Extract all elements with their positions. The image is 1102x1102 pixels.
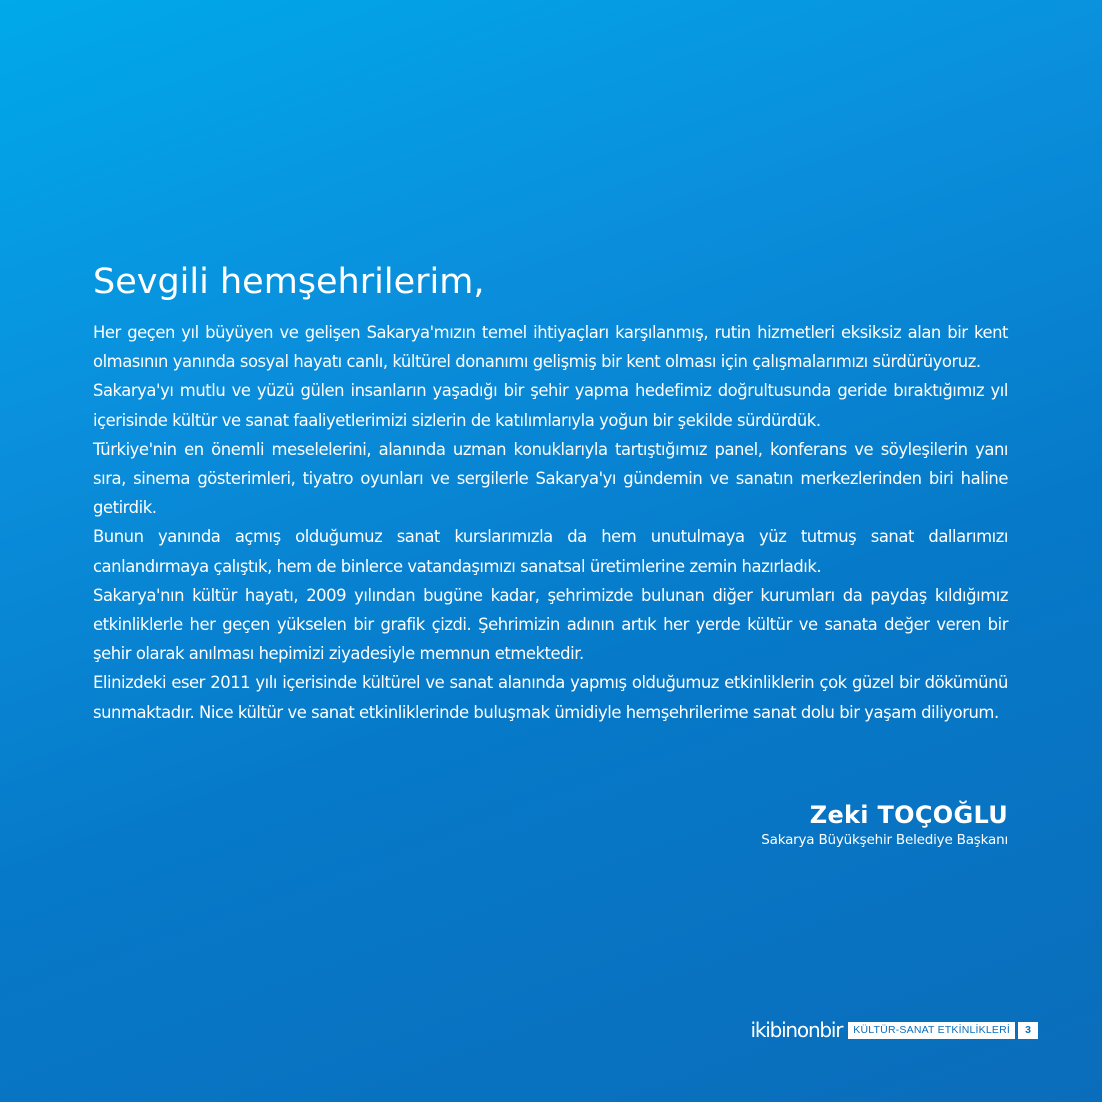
greeting-heading: Sevgili hemşehrilerim, xyxy=(93,262,485,302)
page-footer xyxy=(750,1017,1038,1043)
section-label: KÜLTÜR-SANAT ETKİNLİKLERİ xyxy=(848,1022,1015,1039)
paragraph: Elinizdeki eser 2011 yılı içerisinde kültürel ve sanat alanında yapmış olduğumuz etkinliklerin çok güzel bir dökümünü sunmaktadır. Nice kültür ve sanat etkinliklerinde buluşmak ümidiyle hemşehrilerime sanat dolu bir yaşam diliyorum. xyxy=(93,673,1008,722)
signature-name: Zeki TOÇOĞLU xyxy=(809,801,1008,829)
paragraph: Her geçen yıl büyüyen ve gelişen Sakarya'mızın temel ihtiyaçları karşılanmış, rutin hizmetleri eksiksiz alan bir kent olmasının yanında sosyal hayatı canlı, kültürel donanımı gelişmiş bir kent olması için çalışmalarımızı sürdürüyoruz. xyxy=(93,323,1008,372)
paragraph: Türkiye'nin en önemli meselelerini, alanında uzman konuklarıyla tartıştığımız panel, konferans ve söyleşilerin yanı sıra, sinema gösterimleri, tiyatro oyunları ve sergilerle Sakarya'yı gündemin ve sanatın merkezlerinden biri haline getirdik. xyxy=(93,439,1008,518)
publication-logo: ikibinonbir xyxy=(750,1018,843,1042)
paragraph: Sakarya'yı mutlu ve yüzü gülen insanların yaşadığı bir şehir yapma hedefimiz doğrultusunda geride bıraktığımız yıl içerisinde kültür ve sanat faaliyetlerimizi sizlerin de katılımlarıyla yoğun bir şekilde sürdürdük. xyxy=(93,381,1008,430)
page-number: 3 xyxy=(1018,1022,1038,1039)
paragraph: Sakarya'nın kültür hayatı, 2009 yılından bugüne kadar, şehrimizde bulunan diğer kurumları da paydaş kıldığımız etkinliklerle her geçen yükselen bir grafik çizdi. Şehrimizin adının artık her yerde kültür ve sanata değer veren bir şehir olarak anılması hepimizi ziyadesiyle memnun etmektedir. xyxy=(93,585,1008,664)
signature-block xyxy=(761,800,1008,850)
letter-body xyxy=(93,318,1008,727)
paragraph: Bunun yanında açmış olduğumuz sanat kurslarımızla da hem unutulmaya yüz tutmuş sanat dallarımızı canlandırmaya çalıştık, hem de binlerce vatandaşımızı sanatsal üretimlerine zemin hazırladık. xyxy=(93,527,1008,576)
signature-title: Sakarya Büyükşehir Belediye Başkanı xyxy=(761,832,1008,848)
